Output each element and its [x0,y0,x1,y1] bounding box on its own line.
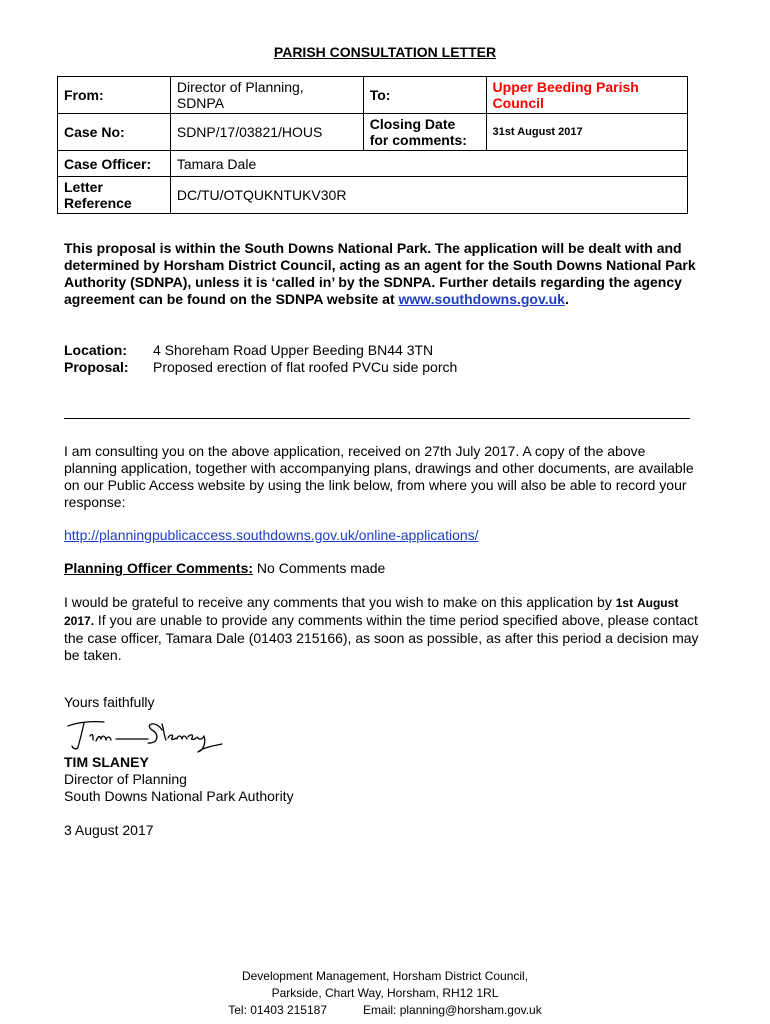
letter-reference-label: Letter Reference [58,177,171,214]
footer-tel: Tel: 01403 215187 [228,1003,328,1017]
signatory-org: South Downs National Park Authority [64,788,294,804]
from-value: Director of Planning, SDNPA [170,77,363,114]
location-row [64,342,704,359]
case-info-table [57,76,688,214]
letter-title: PARISH CONSULTATION LETTER [273,44,497,60]
officer-comments-label: Planning Officer Comments: [64,560,254,576]
letter-date: 3 August 2017 [64,822,154,838]
public-access-link[interactable]: http://planningpublicaccess.southdowns.gov.uk/online-applications/ [64,527,479,543]
proposal-label: Proposal: [64,359,129,375]
consultation-paragraph: I am consulting you on the above application, received on 27th July 2017. A copy of the above planning application, together with accompanying plans, drawings and other documents, are available on our Public Access website by using the link below, from where you will also be able to record your response: [64,443,694,510]
case-no-label: Case No: [58,114,171,151]
divider-line [64,418,690,419]
case-officer-value: Tamara Dale [170,151,687,177]
proposal-value: Proposed erection of flat roofed PVCu side porch [153,359,458,375]
public-access-row [64,527,704,544]
footer-email: Email: planning@horsham.gov.uk [363,1003,542,1017]
officer-comments-value: No Comments made [253,560,386,576]
to-label: To: [363,77,486,114]
closing-salutation: Yours faithfully [64,694,155,710]
location-label: Location: [64,342,127,358]
footer-contact [0,1002,770,1019]
location-proposal [64,342,704,376]
letter-reference-value: DC/TU/OTQUKNTUKV30R [170,177,687,214]
case-officer-label: Case Officer: [58,151,171,177]
from-label: From: [58,77,171,114]
case-no-value: SDNP/17/03821/HOUS [170,114,363,151]
signature-image [64,712,244,759]
footer [0,968,770,1019]
proposal-row [64,359,704,376]
footer-address-line2: Parkside, Chart Way, Horsham, RH12 1RL [271,986,499,1000]
officer-comments [64,560,704,577]
intro-paragraph: This proposal is within the South Downs National Park. The application will be dealt with and determined by Horsham District Council, acting as an agent for the South Downs National Park Authority (SDNPA), unless it is ‘called in’ by the SDNPA. Further details regarding the agency agreement can be found on the SDNPA website at www.southdowns.gov.uk. [64,240,696,307]
closing-date-label: Closing Date for comments: [363,114,486,151]
location-value: 4 Shoreham Road Upper Beeding BN44 3TN [153,342,434,358]
signatory-name: TIM SLANEY [64,754,149,770]
to-value: Upper Beeding Parish Council [486,77,687,114]
footer-address-line1: Development Management, Horsham District Council, [241,969,529,983]
sdnpa-website-link[interactable]: www.southdowns.gov.uk [398,291,565,307]
signatory-block [64,754,704,805]
grateful-paragraph: I would be grateful to receive any comments that you wish to make on this application by 1st August 2017. If you are unable to provide any comments within the time period specified above, please contact the case officer, Tamara Dale (01403 215166), as soon as possible, as after this period a decision may be taken. [64,594,699,663]
signatory-role: Director of Planning [64,771,187,787]
closing-date-value: 31st August 2017 [486,114,687,151]
